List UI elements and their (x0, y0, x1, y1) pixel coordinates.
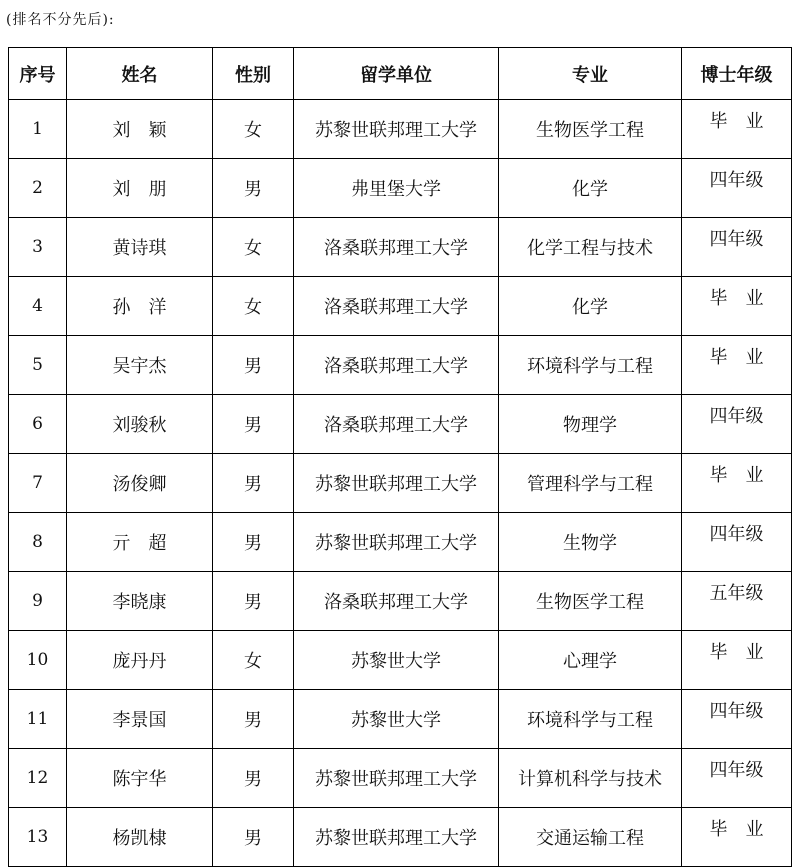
cell-grade: 四年级 (682, 218, 792, 277)
cell-major: 环境科学与工程 (499, 336, 682, 395)
cell-gender: 男 (213, 395, 294, 454)
cell-major: 交通运输工程 (499, 808, 682, 867)
table-row (9, 336, 792, 395)
cell-grade: 五年级 (682, 572, 792, 631)
cell-grade: 毕 业 (682, 454, 792, 513)
cell-grade: 毕 业 (682, 808, 792, 867)
cell-gender: 男 (213, 513, 294, 572)
cell-unit: 洛桑联邦理工大学 (294, 336, 499, 395)
cell-unit: 苏黎世大学 (294, 690, 499, 749)
cell-grade: 毕 业 (682, 336, 792, 395)
cell-name: 李晓康 (67, 572, 213, 631)
header-unit: 留学单位 (294, 48, 499, 100)
cell-major: 环境科学与工程 (499, 690, 682, 749)
cell-name: 黄诗琪 (67, 218, 213, 277)
cell-grade: 毕 业 (682, 100, 792, 159)
cell-no: 4 (9, 277, 67, 336)
cell-major: 管理科学与工程 (499, 454, 682, 513)
cell-grade: 四年级 (682, 395, 792, 454)
cell-major: 心理学 (499, 631, 682, 690)
table-row (9, 395, 792, 454)
cell-name: 刘骏秋 (67, 395, 213, 454)
cell-name: 吴宇杰 (67, 336, 213, 395)
cell-gender: 男 (213, 572, 294, 631)
table-row (9, 808, 792, 867)
table-row (9, 513, 792, 572)
cell-name: 杨凯棣 (67, 808, 213, 867)
cell-major: 生物医学工程 (499, 100, 682, 159)
cell-gender: 女 (213, 277, 294, 336)
cell-gender: 男 (213, 690, 294, 749)
table-body (9, 100, 792, 867)
header-major: 专业 (499, 48, 682, 100)
cell-gender: 女 (213, 631, 294, 690)
cell-gender: 男 (213, 808, 294, 867)
cell-gender: 男 (213, 454, 294, 513)
table-row (9, 218, 792, 277)
cell-major: 物理学 (499, 395, 682, 454)
cell-gender: 男 (213, 336, 294, 395)
table-row (9, 749, 792, 808)
table-row (9, 690, 792, 749)
ranking-note: (排名不分先后): (6, 12, 115, 28)
header-name: 姓名 (67, 48, 213, 100)
cell-no: 13 (9, 808, 67, 867)
cell-unit: 洛桑联邦理工大学 (294, 395, 499, 454)
cell-unit: 苏黎世联邦理工大学 (294, 513, 499, 572)
cell-major: 化学 (499, 277, 682, 336)
cell-no: 11 (9, 690, 67, 749)
cell-no: 7 (9, 454, 67, 513)
cell-grade: 毕 业 (682, 277, 792, 336)
cell-unit: 弗里堡大学 (294, 159, 499, 218)
cell-grade: 四年级 (682, 159, 792, 218)
cell-no: 8 (9, 513, 67, 572)
cell-name: 刘 朋 (67, 159, 213, 218)
table-row (9, 100, 792, 159)
cell-gender: 女 (213, 100, 294, 159)
cell-gender: 女 (213, 218, 294, 277)
cell-unit: 苏黎世联邦理工大学 (294, 454, 499, 513)
cell-major: 化学 (499, 159, 682, 218)
cell-no: 10 (9, 631, 67, 690)
cell-name: 李景国 (67, 690, 213, 749)
cell-no: 9 (9, 572, 67, 631)
header-no: 序号 (9, 48, 67, 100)
cell-grade: 四年级 (682, 690, 792, 749)
cell-name: 刘 颖 (67, 100, 213, 159)
cell-no: 3 (9, 218, 67, 277)
table-row (9, 631, 792, 690)
table-header-row (9, 48, 792, 100)
cell-major: 化学工程与技术 (499, 218, 682, 277)
table-row (9, 572, 792, 631)
cell-no: 12 (9, 749, 67, 808)
cell-unit: 苏黎世联邦理工大学 (294, 749, 499, 808)
cell-major: 生物医学工程 (499, 572, 682, 631)
cell-gender: 男 (213, 159, 294, 218)
cell-gender: 男 (213, 749, 294, 808)
cell-grade: 四年级 (682, 749, 792, 808)
cell-grade: 毕 业 (682, 631, 792, 690)
cell-unit: 洛桑联邦理工大学 (294, 572, 499, 631)
student-table (8, 47, 792, 867)
cell-unit: 苏黎世大学 (294, 631, 499, 690)
cell-unit: 洛桑联邦理工大学 (294, 277, 499, 336)
cell-unit: 洛桑联邦理工大学 (294, 218, 499, 277)
cell-name: 孙 洋 (67, 277, 213, 336)
table-row (9, 454, 792, 513)
cell-grade: 四年级 (682, 513, 792, 572)
cell-name: 亓 超 (67, 513, 213, 572)
cell-name: 汤俊卿 (67, 454, 213, 513)
cell-no: 2 (9, 159, 67, 218)
cell-unit: 苏黎世联邦理工大学 (294, 100, 499, 159)
header-gender: 性别 (213, 48, 294, 100)
cell-name: 庞丹丹 (67, 631, 213, 690)
table-row (9, 277, 792, 336)
cell-no: 6 (9, 395, 67, 454)
cell-no: 1 (9, 100, 67, 159)
cell-major: 生物学 (499, 513, 682, 572)
cell-name: 陈宇华 (67, 749, 213, 808)
header-grade: 博士年级 (682, 48, 792, 100)
table-row (9, 159, 792, 218)
cell-no: 5 (9, 336, 67, 395)
cell-major: 计算机科学与技术 (499, 749, 682, 808)
cell-unit: 苏黎世联邦理工大学 (294, 808, 499, 867)
